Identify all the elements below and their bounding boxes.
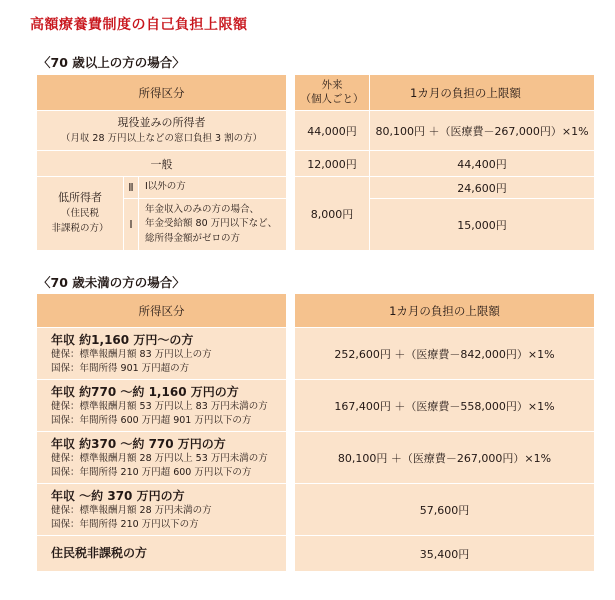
table-row: [37, 432, 595, 484]
income-row-title: 住民税非課税の方: [51, 546, 148, 561]
table-under-70: [36, 293, 595, 572]
table-70-and-over: [36, 74, 595, 251]
income-row-title: 年収 約370 ～約 770 万円の方: [51, 436, 226, 451]
active-outpatient-value: 44,000円: [295, 111, 370, 151]
income-row-label: [37, 328, 287, 380]
general-monthly-value: 44,400円: [370, 151, 595, 177]
low-income-line1: 低所得者: [58, 191, 102, 205]
low-income-line2: （住民税: [60, 208, 99, 220]
income-row-note-kokuho: 国保：年間所得 901 万円超の方: [51, 362, 190, 374]
income-row-monthly-value: 167,400円 ＋（医療費－558,000円）×1%: [295, 380, 595, 432]
income-row-monthly-value: 35,400円: [295, 536, 595, 572]
low-income-ii-label: Ⅱ: [124, 177, 139, 199]
table-header-row: [37, 75, 595, 111]
income-row-label: [37, 484, 287, 536]
table-row: [37, 380, 595, 432]
income-row-title: 年収 約1,160 万円～の方: [51, 332, 194, 347]
income-row-note-kokuho: 国保：年間所得 600 万円超 901 万円以下の方: [51, 414, 252, 426]
income-row-note-kokuho: 国保：年間所得 210 万円超 600 万円以下の方: [51, 466, 252, 478]
table-row: [37, 484, 595, 536]
income-row-monthly-value: 80,100円 ＋（医療費－267,000円）×1%: [295, 432, 595, 484]
section-heading-under-70: 〈70 歳未満の方の場合〉: [38, 275, 185, 290]
income-row-note-kenpo: 健保：標準報酬月額 28 万円以上 53 万円未満の方: [51, 452, 268, 464]
income-row-title: 年収 約770 ～約 1,160 万円の方: [51, 384, 239, 399]
table-header-row: [37, 294, 595, 328]
active-monthly-value: 80,100円 ＋（医療費－267,000円）×1%: [370, 111, 595, 151]
page-title: 高額療養費制度の自己負担上限額: [30, 17, 248, 33]
income-row-label: [37, 536, 287, 572]
active-income-line1: 現役並みの所得者: [117, 115, 206, 129]
low-income-i-desc-line2: 年金受給額 80 万円以下など、: [145, 218, 278, 230]
header-monthly-limit: 1カ月の負担の上限額: [370, 75, 595, 111]
table-row: [37, 151, 595, 177]
low-income-line3: 非課税の方）: [51, 222, 109, 234]
header-income-category: 所得区分: [37, 75, 287, 111]
general-outpatient-value: 12,000円: [295, 151, 370, 177]
income-row-title: 年収 ～約 370 万円の方: [51, 488, 185, 503]
income-row-label: [37, 380, 287, 432]
low-income-i-monthly-value: 15,000円: [370, 199, 595, 251]
income-row-note-kokuho: 国保：年間所得 210 万円以下の方: [51, 518, 199, 530]
table-row: [37, 536, 595, 572]
header-outpatient: [295, 75, 370, 111]
table-row: [37, 328, 595, 380]
active-income-label: [37, 111, 287, 151]
income-row-note-kenpo: 健保：標準報酬月額 53 万円以上 83 万円未満の方: [51, 400, 268, 412]
header-outpatient-line2: （個人ごと）: [300, 92, 364, 105]
low-income-i-desc-line3: 総所得金額がゼロの方: [145, 232, 241, 244]
low-income-label: [37, 177, 124, 251]
active-income-line2: （月収 28 万円以上などの窓口負担 3 割の方）: [60, 132, 263, 144]
header-outpatient-line1: 外来: [321, 79, 343, 92]
low-income-i-desc: [139, 199, 287, 251]
general-label: 一般: [37, 151, 287, 177]
income-row-label: [37, 432, 287, 484]
low-income-i-label: Ⅰ: [124, 199, 139, 251]
section-heading-70-and-over: 〈70 歳以上の方の場合〉: [38, 55, 185, 70]
low-income-i-desc-line1: 年金収入のみの方の場合、: [145, 204, 260, 216]
table-row: [37, 177, 595, 199]
header-income-category: 所得区分: [37, 294, 287, 328]
income-row-monthly-value: 57,600円: [295, 484, 595, 536]
income-row-note-kenpo: 健保：標準報酬月額 83 万円以上の方: [51, 348, 212, 360]
header-monthly-limit: 1カ月の負担の上限額: [295, 294, 595, 328]
income-row-monthly-value: 252,600円 ＋（医療費－842,000円）×1%: [295, 328, 595, 380]
low-income-outpatient-value: 8,000円: [295, 177, 370, 251]
income-row-note-kenpo: 健保：標準報酬月額 28 万円未満の方: [51, 504, 212, 516]
low-income-ii-monthly-value: 24,600円: [370, 177, 595, 199]
table-row: [37, 111, 595, 151]
low-income-ii-desc: Ⅰ以外の方: [139, 177, 287, 199]
